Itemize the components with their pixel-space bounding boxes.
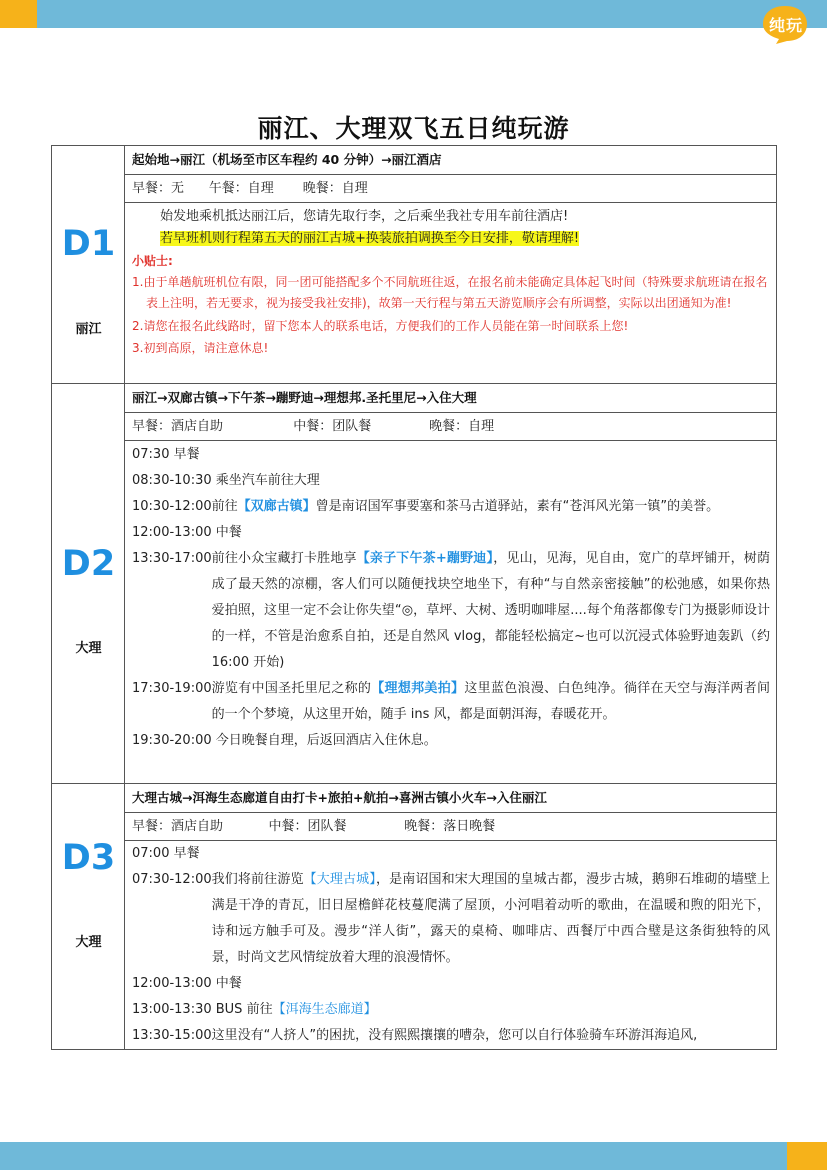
day-label: D3 — [61, 838, 116, 878]
intro-text: 始发地乘机抵达丽江后，您请先取行李，之后乘坐我社专用车前往酒店! — [160, 209, 569, 224]
entry-time: 07:30-12:00 — [132, 872, 212, 887]
schedule-entry — [132, 676, 770, 728]
entry-time: 07:30 早餐 — [132, 447, 200, 462]
entry-post: 曾是南诏国军事要塞和茶马古道驿站，素有“苍洱风光第一镇”的美誉。 — [315, 499, 720, 514]
day-body — [125, 841, 776, 1049]
schedule-entry — [132, 867, 770, 971]
day-place: 大理 — [75, 641, 102, 656]
entry-text — [212, 867, 770, 971]
day-cell-d2 — [52, 384, 125, 784]
entry-time: 19:30-20:00 今日晚餐自理，后返回酒店入住休息。 — [132, 733, 437, 748]
entry-text — [212, 494, 770, 520]
entry-time: 10:30-12:00 — [132, 499, 212, 514]
entry-post: ，是南诏国和宋大理国的皇城古都，漫步古城，鹅卵石堆砌的墙壁上满是干净的青瓦，旧日屋檐鲜花枝蔓爬满了屋顶，小河唱着动听的歌曲，在温暖和煦的阳光下，诗和远方触手可及。漫步“洋人街”，露天的桌椅、咖啡店、西餐厅中西合璧是这条街独特的风景，时尚文艺风情绽放着大理的浪漫情怀。 — [211, 872, 770, 965]
schedule-entry — [132, 728, 770, 754]
day-row-d2 — [52, 384, 777, 784]
entry-time: 12:00-13:00 中餐 — [132, 525, 242, 540]
day-label: D1 — [61, 224, 116, 264]
schedule-entry — [132, 494, 770, 520]
day-route: 丽江→双廊古镇→下午茶→蹦野迪→理想邦.圣托里尼→入住大理 — [125, 384, 776, 413]
schedule-entry — [132, 971, 770, 997]
entry-text — [212, 546, 770, 676]
entry-pre: 前往 — [211, 499, 238, 514]
itinerary-table — [51, 145, 777, 1050]
schedule-entry — [132, 468, 770, 494]
day-route: 大理古城→洱海生态廊道自由打卡+旅拍+航拍→喜洲古镇小火车→入住丽江 — [125, 784, 776, 813]
entry-text — [212, 676, 770, 728]
day-row-d3 — [52, 784, 777, 1050]
day-cell-d3 — [52, 784, 125, 1050]
schedule-entry — [132, 442, 770, 468]
top-accent-block — [0, 0, 37, 28]
day-content-d2 — [125, 384, 777, 784]
entry-pre: 游览有中国圣托里尼之称的 — [211, 681, 372, 696]
entry-time: 08:30-10:30 乘坐汽车前往大理 — [132, 473, 320, 488]
day-place: 大理 — [75, 935, 102, 950]
day-cell-d1 — [52, 146, 125, 384]
tip-item: 2.请您在报名此线路时，留下您本人的联系电话，方便我们的工作人员能在第一时间联系上您! — [132, 319, 629, 333]
schedule-entry — [132, 1023, 770, 1049]
brand-logo-text: 纯玩 — [768, 16, 803, 35]
entry-pre: 我们将前往游览 — [211, 872, 304, 887]
day-label: D2 — [61, 544, 116, 584]
day-meals: 早餐：酒店自助 中餐：团队餐 晚餐：自理 — [125, 413, 776, 441]
entry-highlight: 【亲子下午茶+蹦野迪】 — [356, 551, 494, 566]
day-meals: 早餐：无 午餐：自理 晚餐：自理 — [125, 175, 776, 203]
day-content-d3 — [125, 784, 777, 1050]
entry-time: 13:30-17:00 — [132, 551, 212, 566]
day-row-d1 — [52, 146, 777, 384]
entry-highlight: 【双廊古镇】 — [237, 499, 316, 514]
schedule-entry — [132, 997, 770, 1023]
highlight-text — [132, 228, 770, 250]
day-route: 起始地→丽江（机场至市区车程约 40 分钟）→丽江酒店 — [125, 146, 776, 175]
entry-time: 07:00 早餐 — [132, 846, 200, 861]
entry-time: 12:00-13:00 中餐 — [132, 976, 242, 991]
highlight-span: 若早班机则行程第五天的丽江古城+换装旅拍调换至今日安排，敬请理解! — [160, 231, 580, 246]
day-body — [125, 203, 776, 360]
tip-item: 1.由于单趟航班机位有限，同一团可能搭配多个不同航班往返，在报名前未能确定具体起飞时间（特殊要求航班请在报名表上注明，若无要求，视为接受我社安排)，故第一天行程与第五天游览顺序会有所调整，实际以出团通知为准! — [132, 275, 768, 310]
schedule-entry — [132, 520, 770, 546]
entry-highlight: 【洱海生态廊道】 — [272, 1002, 377, 1017]
day-body — [125, 441, 776, 756]
page-title: 丽江、大理双飞五日纯玩游 — [257, 114, 570, 143]
tip-item: 3.初到高原，请注意休息! — [132, 341, 269, 355]
schedule-entry — [132, 546, 770, 676]
top-color-bar — [0, 0, 827, 28]
entry-time: 17:30-19:00 — [132, 681, 212, 696]
bottom-accent-block — [787, 1142, 827, 1170]
entry-post: 这里蓝色浪漫、白色纯净。徜徉在天空与海洋两者间的一个个梦境，从这里开始，随手 ins 风，都是面朝洱海，春暖花开。 — [211, 681, 770, 722]
day-content-d1 — [125, 146, 777, 384]
entry-time: 13:00-13:30 BUS 前往 — [132, 1002, 273, 1017]
entry-post: ，见山，见海，见自由，宽广的草坪铺开，树荫成了最天然的凉棚，客人们可以随便找块空地坐下，有种“与自然亲密接触”的松弛感，如果你热爱拍照，这里一定不会让你失望“◎，草坪、大树、透明咖啡屋....每个角落都像专门为摄影师设计的一样，不管是治愈系自拍，还是自然风 vlog，都能轻松搞定~也可以沉浸式体验野迪轰趴（约 16:00 开始) — [211, 551, 770, 670]
entry-text: 这里没有“人挤人”的困扰，没有熙熙攘攘的嘈杂，您可以自行体验骑车环游洱海追风, — [211, 1028, 698, 1043]
day-place: 丽江 — [75, 322, 102, 337]
day-meals: 早餐：酒店自助 中餐：团队餐 晚餐：落日晚餐 — [125, 813, 776, 841]
entry-highlight: 【大理古城】 — [303, 872, 376, 887]
tip-title: 小贴士: — [132, 254, 173, 268]
entry-pre: 前往小众宝藏打卡胜地享 — [211, 551, 357, 566]
schedule-entry — [132, 841, 770, 867]
bottom-color-bar — [0, 1142, 827, 1170]
entry-time: 13:30-15:00 — [132, 1028, 212, 1043]
entry-highlight: 【理想邦美拍】 — [371, 681, 465, 696]
